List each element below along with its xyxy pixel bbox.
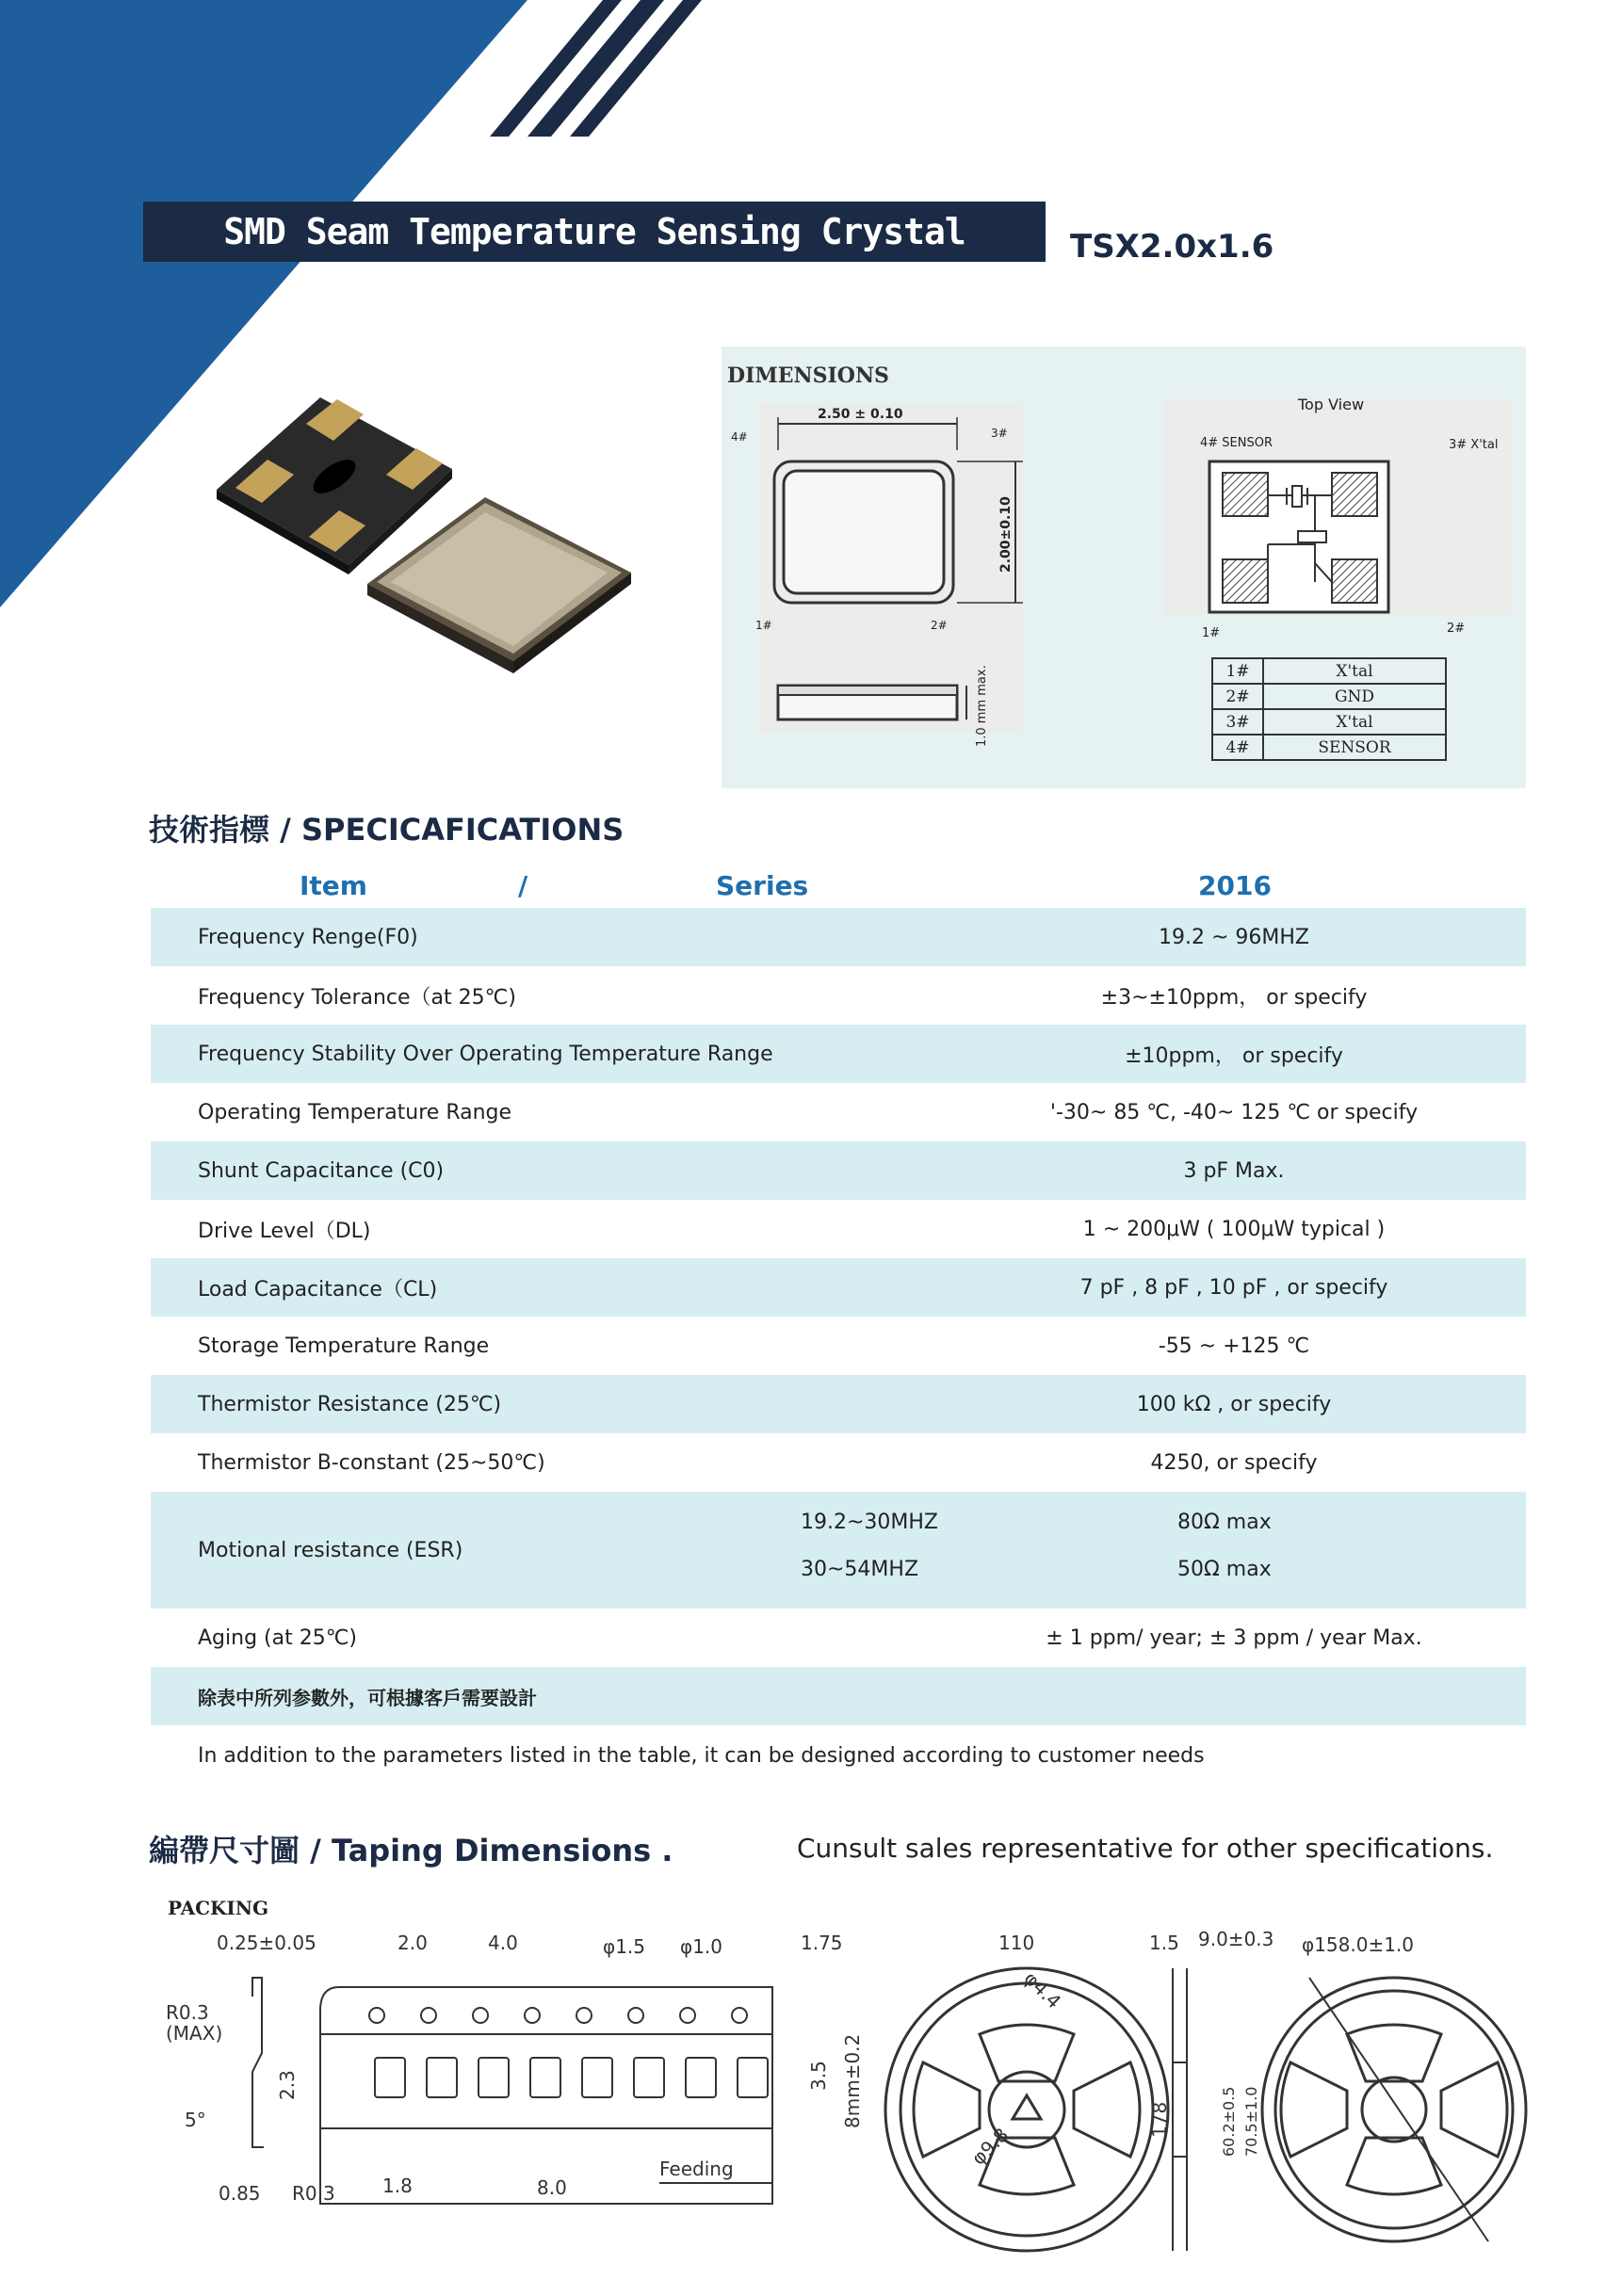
- esr-value-2: 50Ω max: [1177, 1558, 1272, 1581]
- dim-feeding: Feeding: [659, 2158, 734, 2180]
- table-row: Frequency Renge(F0) 19.2 ~ 96MHZ: [151, 908, 1526, 966]
- dimensions-panel: [722, 347, 1526, 788]
- reel-phi44: φ4.4: [1019, 1966, 1066, 2013]
- pin2-label: 2#: [931, 619, 948, 632]
- pin-row: 4# SENSOR: [1212, 735, 1446, 760]
- esr-row: Motional resistance (ESR) 19.2~30MHZ 80Ω max 30~54MHZ 50Ω max: [151, 1492, 1526, 1609]
- dim-phi10: φ1.0: [680, 1935, 722, 1958]
- esr-range-1: 19.2~30MHZ: [801, 1511, 939, 1534]
- spec-table: [151, 908, 1526, 1725]
- table-row: Aging (at 25℃) ± 1 ppm/ year; ± 3 ppm / year Max.: [198, 1625, 1422, 1650]
- crystal-top-view: [367, 497, 631, 673]
- dim-r03max-1: R0.3: [166, 2001, 209, 2024]
- pin3-label: 3#: [991, 427, 1008, 440]
- table-row: Operating Temperature Range '-30~ 85 ℃, -40~ 125 ℃ or specify: [198, 1100, 1419, 1124]
- spec-table-header: [151, 868, 1526, 906]
- note-row-cn: 除表中所列参數外，可根據客戶需要設計: [151, 1667, 1526, 1725]
- reel-110: 110: [998, 1932, 1035, 1954]
- table-row: Frequency Tolerance（at 25℃) ±3~±10ppm， or specify: [198, 985, 1368, 1010]
- top-view-label: Top View: [1298, 396, 1365, 413]
- dim-8mm: 8mm±0.2: [841, 2033, 864, 2128]
- taping-heading: 編帶尺寸圖 / Taping Dimensions .: [149, 1833, 673, 1868]
- reel-15: 1.5: [1149, 1932, 1179, 1954]
- thickness-dimension: 1.0 mm max.: [975, 665, 989, 747]
- dim-20: 2.0: [397, 1932, 428, 1954]
- esr-value-1: 80Ω max: [1177, 1511, 1272, 1534]
- dim-5deg: 5°: [185, 2109, 206, 2131]
- reel-phi158: φ158.0±1.0: [1302, 1933, 1415, 1956]
- note-en: In addition to the parameters listed in the table, it can be designed according to customer needs: [198, 1744, 1205, 1768]
- dim-80: 8.0: [537, 2176, 567, 2199]
- title-banner: [143, 202, 1046, 262]
- table-row: Shunt Capacitance (C0) 3 pF Max.: [151, 1141, 1526, 1200]
- dim-18: 1.8: [382, 2175, 413, 2197]
- dimensions-label: DIMENSIONS: [727, 364, 889, 388]
- dim-175: 1.75: [801, 1932, 843, 1954]
- width-dimension: 2.50 ± 0.10: [818, 407, 903, 422]
- packing-label: PACKING: [168, 1897, 269, 1919]
- dim-085: 0.85: [219, 2182, 261, 2205]
- reel-705: 70.5±1.0: [1242, 2086, 1260, 2157]
- dim-35: 3.5: [807, 2061, 830, 2091]
- dim-025: 0.25±0.05: [217, 1932, 316, 1954]
- pin-row: 2# GND: [1212, 684, 1446, 709]
- esr-range-2: 30~54MHZ: [801, 1558, 919, 1581]
- specifications-heading: 技術指標 / SPECICAFICATIONS: [149, 812, 625, 848]
- height-dimension: 2.00±0.10: [998, 496, 1014, 573]
- col-slash: /: [518, 870, 528, 901]
- dim-40: 4.0: [488, 1932, 518, 1954]
- reel-178: 178: [1148, 2101, 1171, 2138]
- table-row: Storage Temperature Range -55 ~ +125 ℃: [198, 1334, 1310, 1358]
- dim-r03max-2: (MAX): [166, 2022, 223, 2045]
- dim-r03: R0.3: [292, 2182, 335, 2205]
- reel-602: 60.2±0.5: [1220, 2086, 1238, 2157]
- table-row: Thermistor Resistance (25℃) 100 kΩ , or specify: [151, 1375, 1526, 1433]
- dim-phi15: φ1.5: [603, 1935, 645, 1958]
- product-photo: [207, 386, 650, 697]
- top-pin2-label: 2#: [1447, 622, 1466, 636]
- col-series: Series: [716, 870, 809, 901]
- pin3-xtal-label: 3# X'tal: [1449, 438, 1499, 452]
- dim-23: 2.3: [276, 2070, 299, 2100]
- page-title: SMD Seam Temperature Sensing Crystal: [223, 211, 965, 252]
- table-row: Frequency Stability Over Operating Temperature Range ±10ppm， or specify: [151, 1025, 1526, 1083]
- pin4-label: 4#: [731, 430, 748, 444]
- pin4-sensor-label: 4# SENSOR: [1200, 436, 1273, 450]
- table-row: Drive Level（DL) 1 ~ 200μW ( 100μW typical ): [198, 1217, 1386, 1243]
- pin-row: 3# X'tal: [1212, 709, 1446, 735]
- col-model: 2016: [1198, 870, 1272, 901]
- reel-90: 9.0±0.3: [1198, 1928, 1274, 1950]
- taping-drawing: [151, 1921, 1535, 2279]
- reel-phi98: φ9.8: [966, 2123, 1014, 2170]
- table-row: Thermistor B-constant (25~50℃) 4250, or specify: [198, 1450, 1318, 1475]
- pin1-label: 1#: [755, 619, 772, 632]
- pin-row: 1# X'tal: [1212, 658, 1446, 684]
- table-row: Load Capacitance（CL) 7 pF , 8 pF , 10 pF , or specify: [151, 1258, 1526, 1317]
- pin-assignment-table: [1211, 657, 1447, 761]
- top-pin1-label: 1#: [1202, 626, 1221, 640]
- col-item: Item: [300, 870, 367, 901]
- consult-text: Cunsult sales representative for other specifications.: [797, 1833, 1494, 1864]
- model-number: TSX2.0x1.6: [1070, 228, 1274, 266]
